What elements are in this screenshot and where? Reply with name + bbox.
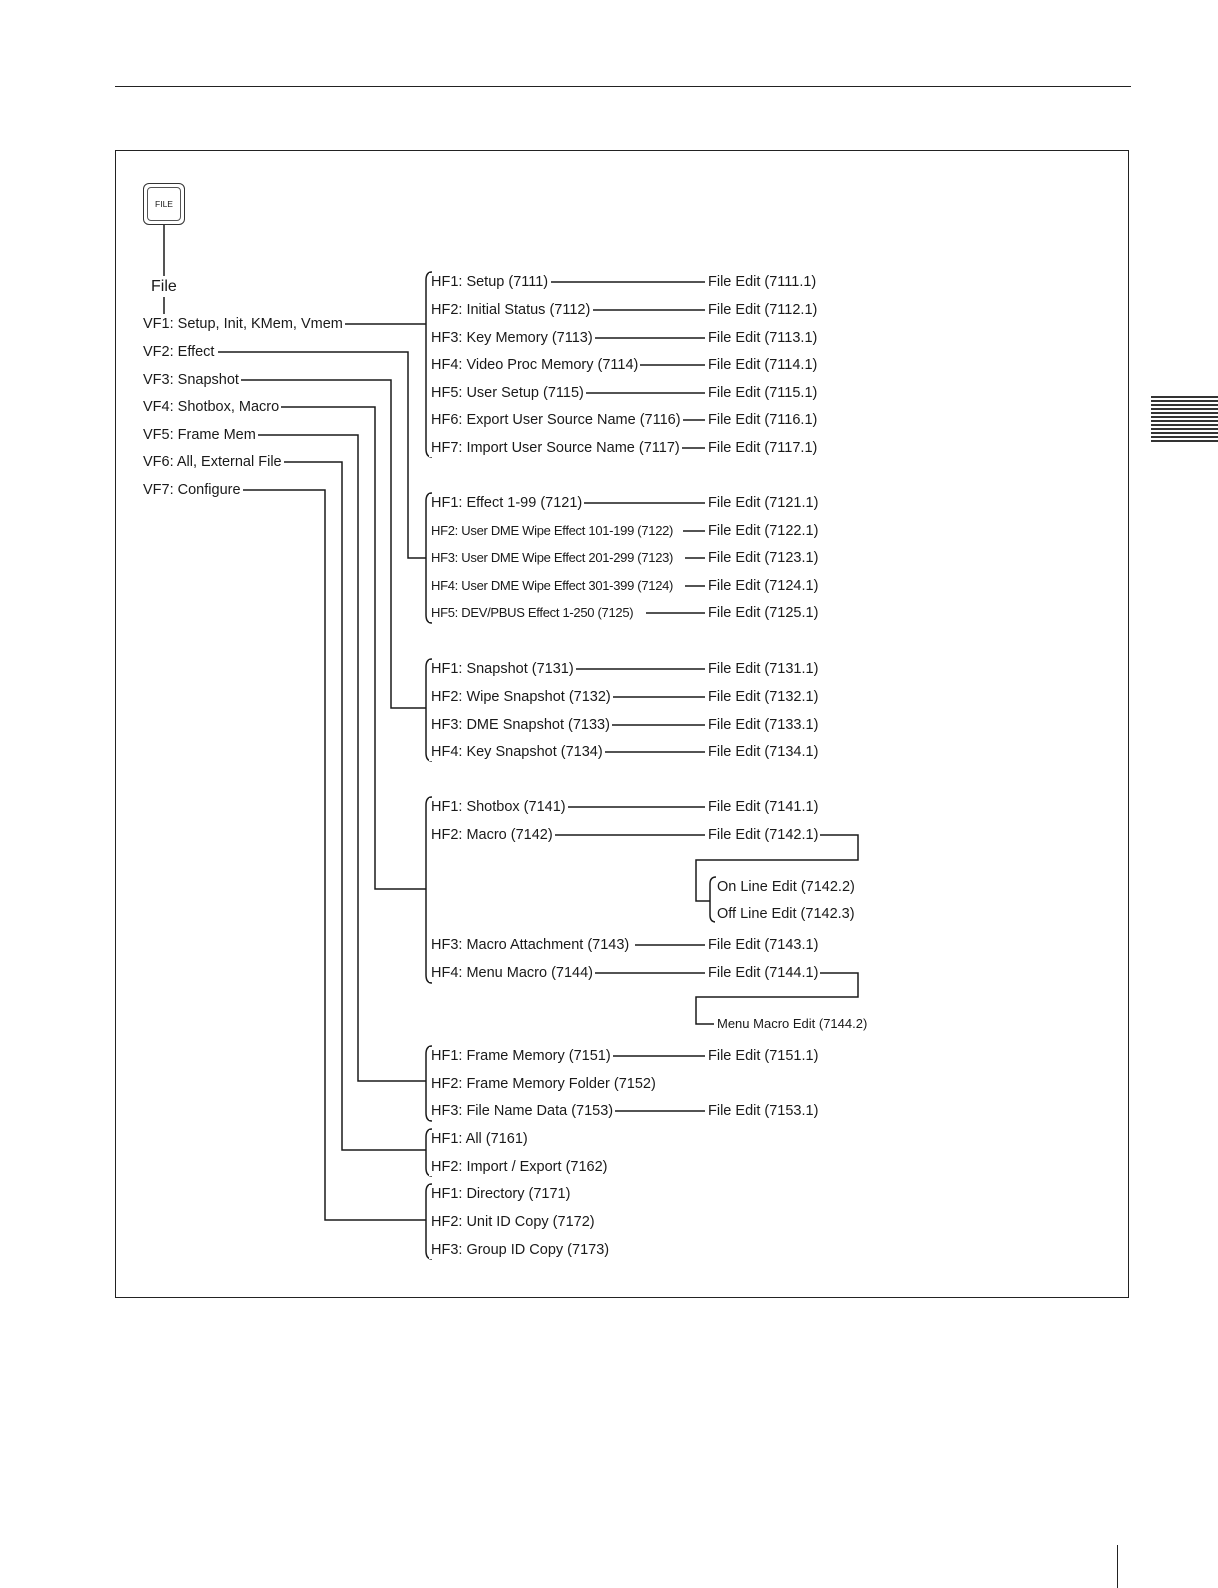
file-key-label: FILE bbox=[147, 187, 181, 221]
file-edit-item: File Edit (7124.1) bbox=[708, 578, 819, 594]
file-edit-item: File Edit (7116.1) bbox=[708, 412, 818, 428]
file-edit-item: File Edit (7112.1) bbox=[708, 302, 818, 318]
vf3-connector bbox=[241, 380, 426, 708]
vf-item: VF2: Effect bbox=[143, 344, 215, 360]
hf-item: HF2: Unit ID Copy (7172) bbox=[431, 1214, 595, 1230]
sub-edit-item: On Line Edit (7142.2) bbox=[717, 879, 855, 895]
vf-item: VF7: Configure bbox=[143, 482, 241, 498]
hf-item: HF6: Export User Source Name (7116) bbox=[431, 412, 681, 428]
vf-item: VF5: Frame Mem bbox=[143, 427, 256, 443]
file-edit-item: File Edit (7122.1) bbox=[708, 523, 819, 539]
hf-item: HF4: Video Proc Memory (7114) bbox=[431, 357, 639, 373]
hf-item: HF2: User DME Wipe Effect 101-199 (7122) bbox=[431, 523, 674, 538]
hf-item: HF3: DME Snapshot (7133) bbox=[431, 717, 610, 733]
file-edit-item: File Edit (7114.1) bbox=[708, 357, 818, 373]
vf-item: VF3: Snapshot bbox=[143, 372, 239, 388]
hf-item: HF5: DEV/PBUS Effect 1-250 (7125) bbox=[431, 605, 634, 620]
file-edit-item: File Edit (7132.1) bbox=[708, 689, 819, 705]
hf-item: HF3: Macro Attachment (7143) bbox=[431, 937, 630, 953]
file-edit-item: File Edit (7134.1) bbox=[708, 744, 819, 760]
hf-item: HF1: Frame Memory (7151) bbox=[431, 1048, 611, 1064]
file-edit-item: File Edit (7123.1) bbox=[708, 550, 819, 566]
hf-item: HF1: Directory (7171) bbox=[431, 1186, 571, 1202]
hf-item: HF1: Setup (7111) bbox=[431, 274, 549, 290]
hf-item: HF3: Group ID Copy (7173) bbox=[431, 1242, 610, 1258]
hf-item: HF4: Key Snapshot (7134) bbox=[431, 744, 603, 760]
hf-item: HF1: Shotbox (7141) bbox=[431, 799, 566, 815]
hf-item: HF1: Effect 1-99 (7121) bbox=[431, 495, 583, 511]
file-edit-item: File Edit (7143.1) bbox=[708, 937, 819, 953]
vf-item: VF4: Shotbox, Macro bbox=[143, 399, 280, 415]
hf-item: HF2: Wipe Snapshot (7132) bbox=[431, 689, 611, 705]
vf-item: VF1: Setup, Init, KMem, Vmem bbox=[143, 316, 343, 332]
sub-edit-item: Menu Macro Edit (7144.2) bbox=[717, 1016, 868, 1031]
hf-item: HF2: Macro (7142) bbox=[431, 827, 553, 843]
group4-bracket bbox=[426, 797, 432, 983]
file-edit-item: File Edit (7144.1) bbox=[708, 965, 819, 981]
vf5-connector bbox=[256, 435, 426, 1081]
hf-item: HF3: User DME Wipe Effect 201-299 (7123) bbox=[431, 550, 674, 565]
file-edit-item: File Edit (7117.1) bbox=[708, 440, 818, 456]
file-caption: File bbox=[151, 278, 177, 295]
sub-edit-item: Off Line Edit (7142.3) bbox=[717, 906, 855, 922]
file-edit-item: File Edit (7125.1) bbox=[708, 605, 819, 621]
file-edit-item: File Edit (7133.1) bbox=[708, 717, 819, 733]
vf-item: VF6: All, External File bbox=[143, 454, 282, 470]
hf-item: HF1: All (7161) bbox=[431, 1131, 528, 1147]
file-edit-item: File Edit (7111.1) bbox=[708, 274, 817, 290]
hf-item: HF1: Snapshot (7131) bbox=[431, 661, 574, 677]
vf7-connector bbox=[243, 490, 426, 1220]
file-key-button bbox=[143, 183, 185, 225]
file-edit-item: File Edit (7151.1) bbox=[708, 1048, 819, 1064]
hf-item: HF4: Menu Macro (7144) bbox=[431, 965, 593, 981]
hf-item: HF5: User Setup (7115) bbox=[431, 385, 584, 401]
file-edit-item: File Edit (7115.1) bbox=[708, 385, 818, 401]
hf-item: HF2: Initial Status (7112) bbox=[431, 302, 591, 318]
file-edit-item: File Edit (7131.1) bbox=[708, 661, 819, 677]
hf-item: HF3: Key Memory (7113) bbox=[431, 330, 593, 346]
vf4-connector bbox=[279, 407, 426, 889]
file-edit-item: File Edit (7153.1) bbox=[708, 1103, 819, 1119]
hf-item: HF2: Frame Memory Folder (7152) bbox=[431, 1076, 656, 1092]
file-edit-item: File Edit (7113.1) bbox=[708, 330, 818, 346]
hf-item: HF2: Import / Export (7162) bbox=[431, 1159, 608, 1175]
file-edit-item: File Edit (7141.1) bbox=[708, 799, 819, 815]
hf-item: HF7: Import User Source Name (7117) bbox=[431, 440, 680, 456]
hf-item: HF4: User DME Wipe Effect 301-399 (7124) bbox=[431, 578, 674, 593]
file-edit-item: File Edit (7121.1) bbox=[708, 495, 819, 511]
file-edit-item: File Edit (7142.1) bbox=[708, 827, 819, 843]
hf-item: HF3: File Name Data (7153) bbox=[431, 1103, 614, 1119]
vf6-connector bbox=[284, 462, 426, 1150]
